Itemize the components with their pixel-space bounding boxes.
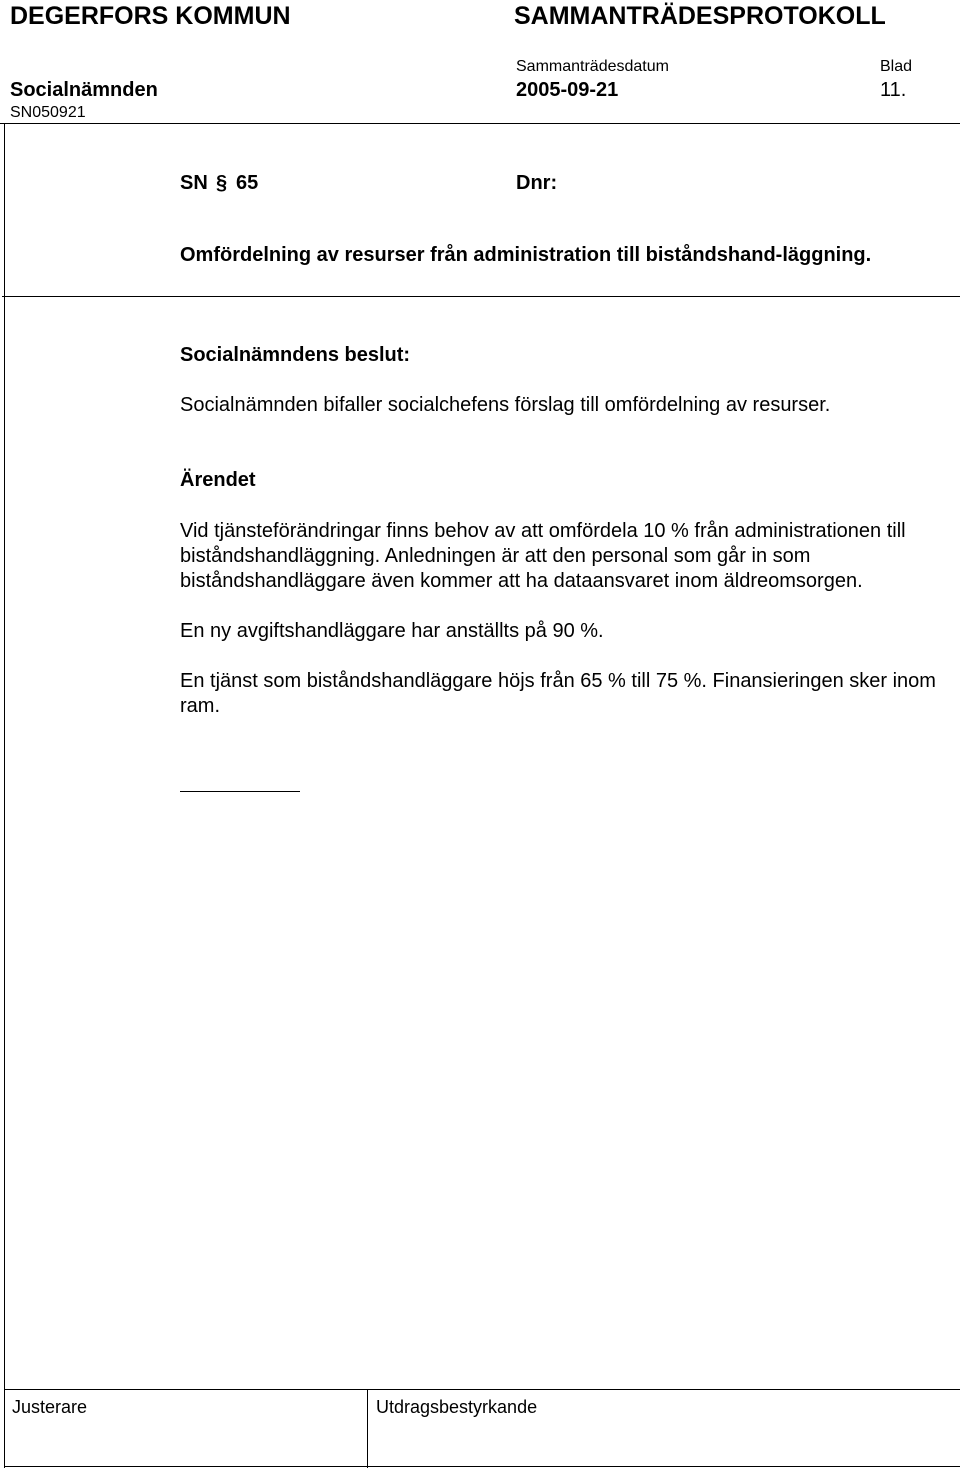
frame-bottom-border [4,1466,960,1467]
page-label: Blad [880,58,913,75]
matter-heading: Ärendet [180,469,256,491]
footer-divider [4,1389,960,1390]
header-divider [0,123,960,124]
paragraph-prefix: SN [180,172,208,194]
dnr-label: Dnr: [516,172,558,194]
meeting-date-label: Sammanträdesdatum [516,58,669,75]
committee-name: Socialnämnden [10,79,158,101]
decision-text: Socialnämnden bifaller socialchefens förslag till omfördelning av resurser. [180,394,831,416]
justerare-label: Justerare [12,1397,88,1417]
meeting-date: 2005-09-21 [516,79,619,101]
footer-column-divider [367,1389,368,1468]
utdragsbestyrkande-label: Utdragsbestyrkande [376,1397,538,1417]
matter-paragraph: Vid tjänsteförändringar finns behov av att omfördela 10 % från administrationen till biståndshandläggning. Anledningen är att den personal som går in som biståndshandläggare även kommer att ha dataansvaret inom äldreomsorgen. [180,520,906,592]
paragraph-number: 65 [236,172,259,194]
end-of-paragraph-line [180,791,300,792]
subject-divider [2,296,960,297]
matter-paragraph: En tjänst som biståndshandläggare höjs från 65 % till 75 %. Finansieringen sker inom ram. [180,670,936,717]
document-type: SAMMANTRÄDESPROTOKOLL [514,2,886,30]
decision-heading: Socialnämndens beslut: [180,344,411,366]
page-number: 11. [880,79,907,101]
organization-name: DEGERFORS KOMMUN [10,2,291,30]
matter-paragraph: En ny avgiftshandläggare har anställts på 90 %. [180,620,604,642]
section-sign: § [216,172,228,194]
document-id: SN050921 [10,104,86,121]
subject-title: Omfördelning av resurser från administration till biståndshand-läggning. [180,244,872,266]
frame-left-border [4,123,5,1468]
